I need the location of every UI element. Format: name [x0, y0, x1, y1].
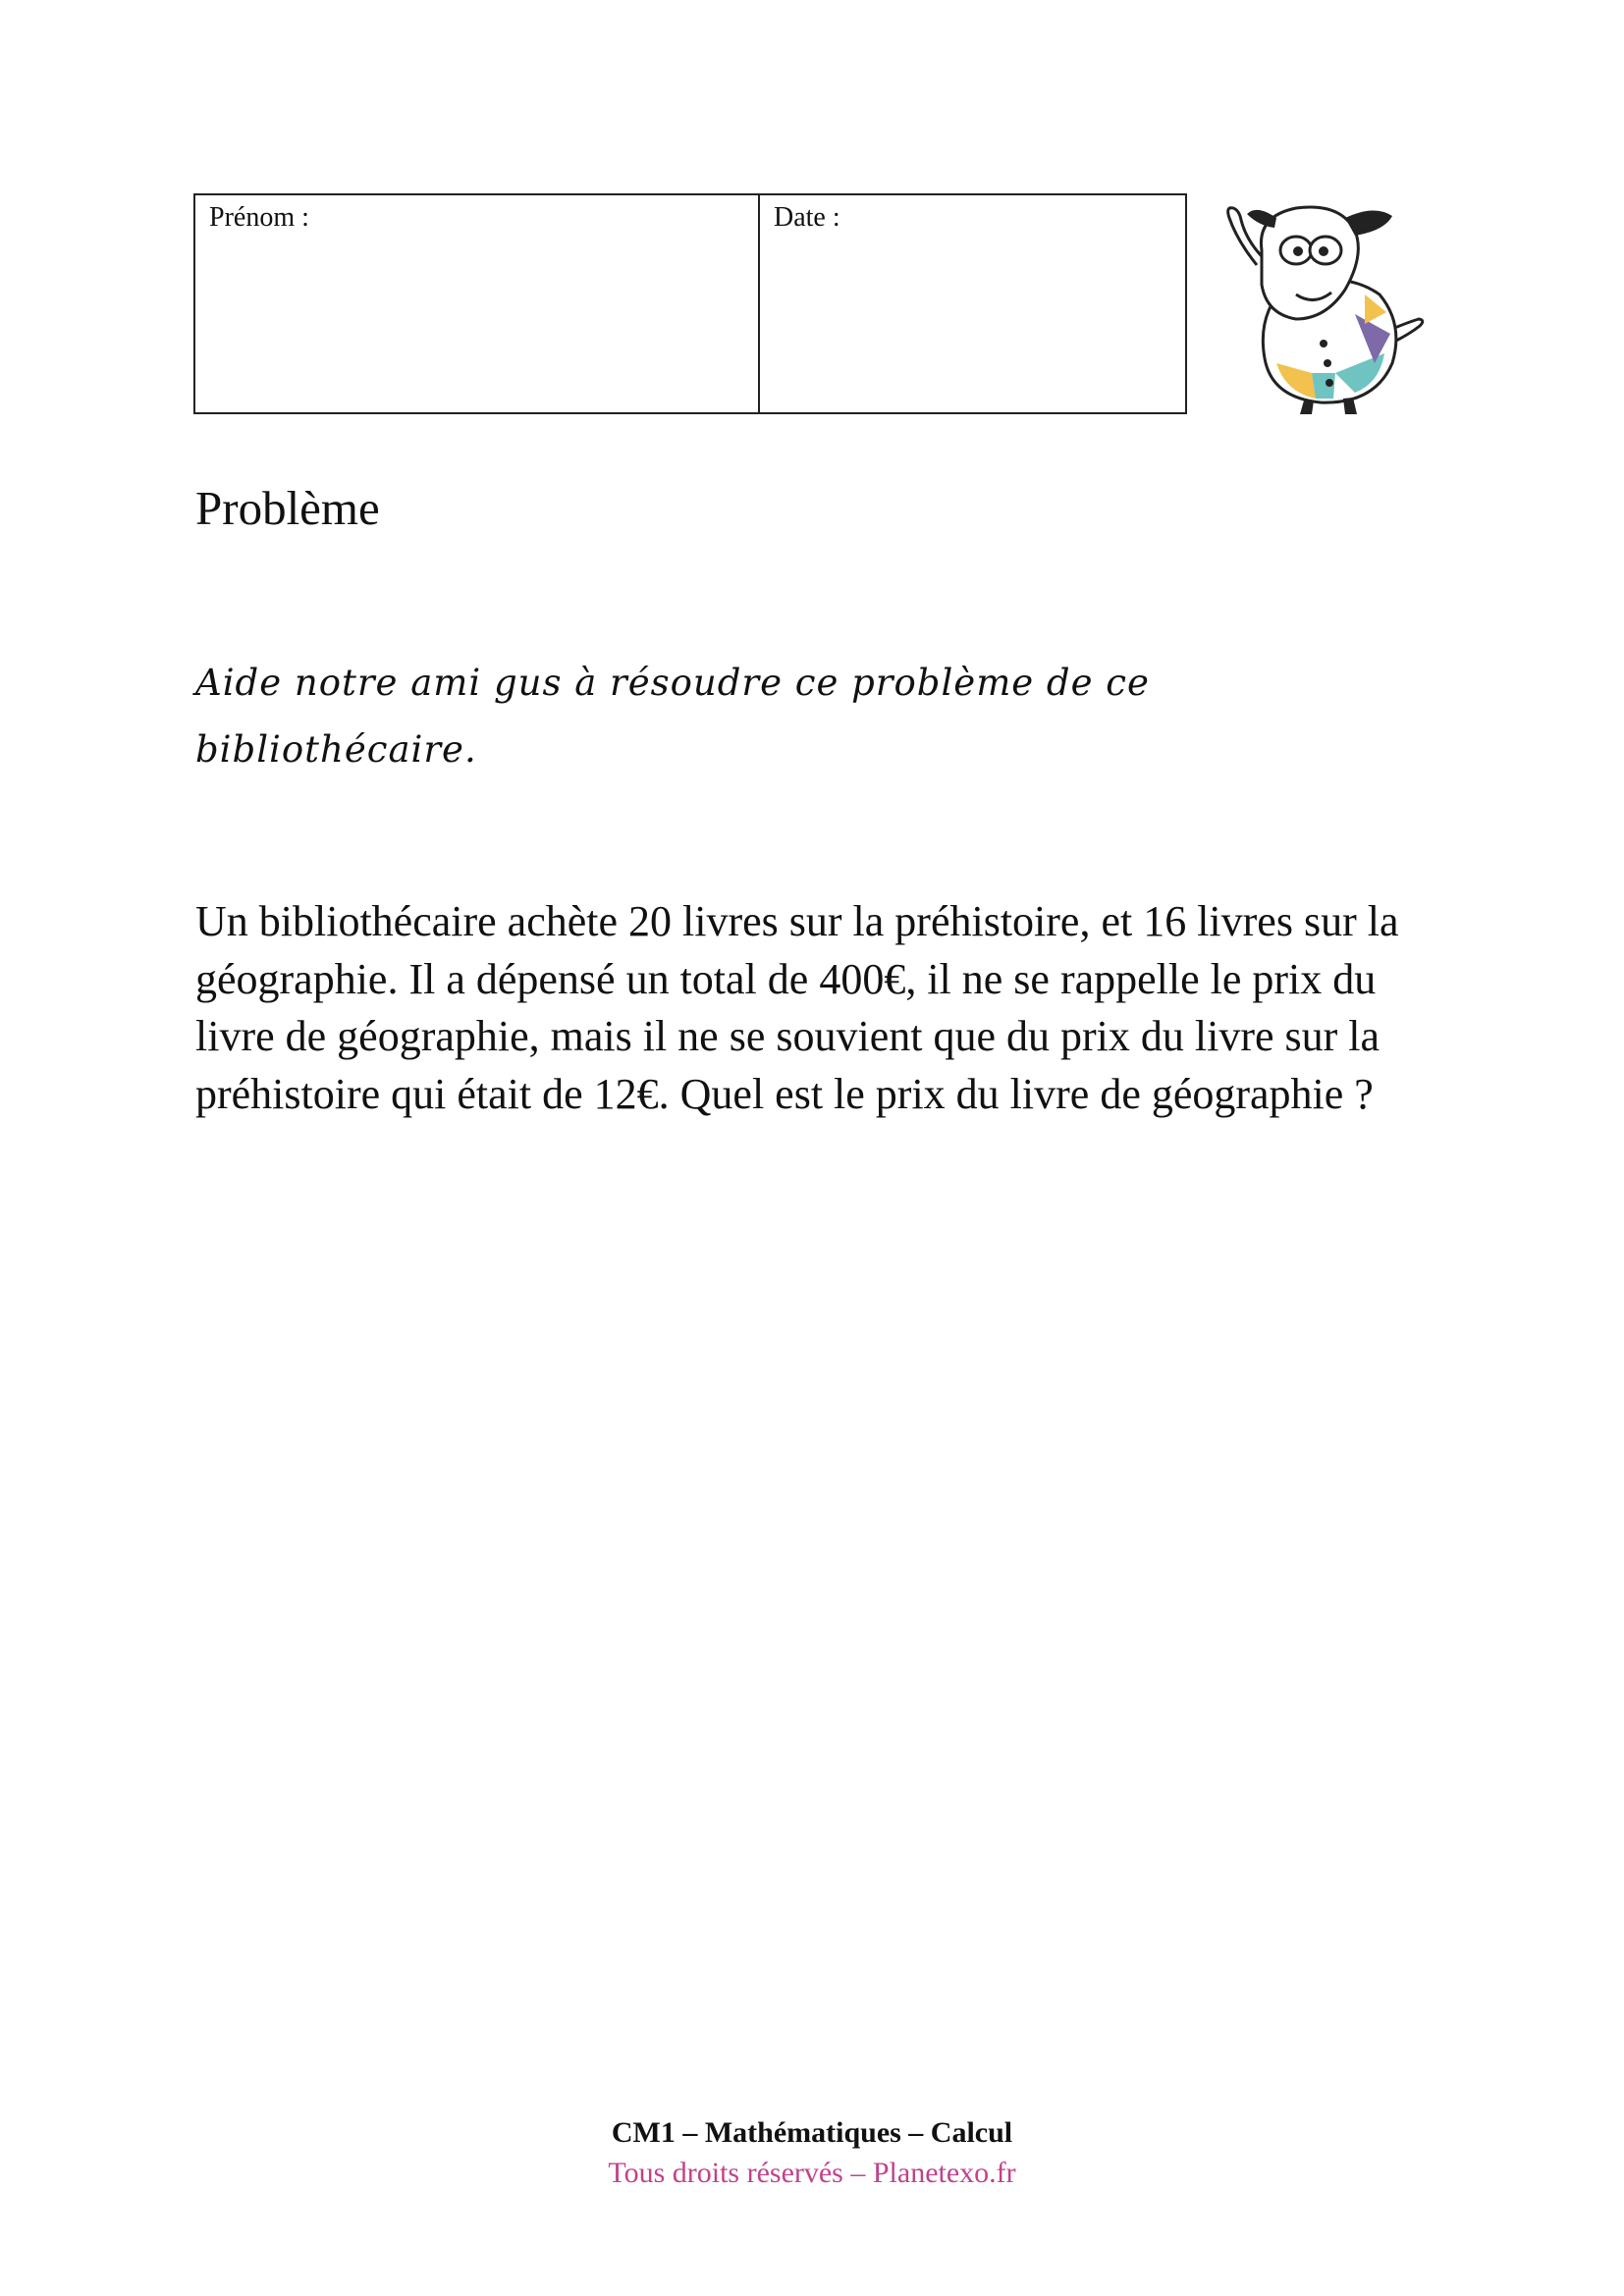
- problem-statement: Un bibliothécaire achète 20 livres sur la préhistoire, et 16 livres sur la géographie. Il a dépensé un total de 400€, il ne se rappelle le prix du livre de géographie, mais il ne se souvient que du prix du livre sur la préhistoire qui était de 12€. Quel est le prix du livre de géographie ?: [195, 897, 1399, 1118]
- instruction-text: Aide notre ami gus à résoudre ce problème de ce bibliothécaire.: [195, 662, 1150, 771]
- date-label: Date :: [774, 202, 840, 233]
- prenom-field[interactable]: [195, 195, 760, 412]
- page-title: Problème: [195, 481, 380, 535]
- student-info-table: [193, 193, 1187, 414]
- footer-course-label: CM1 – Mathématiques – Calcul: [611, 2116, 1013, 2149]
- prenom-label: Prénom :: [209, 202, 309, 233]
- cartoon-sheep-mascot-icon: [1218, 196, 1429, 417]
- footer-rights-link[interactable]: Tous droits réservés – Planetexo.fr: [608, 2157, 1016, 2189]
- date-field[interactable]: [760, 195, 1185, 412]
